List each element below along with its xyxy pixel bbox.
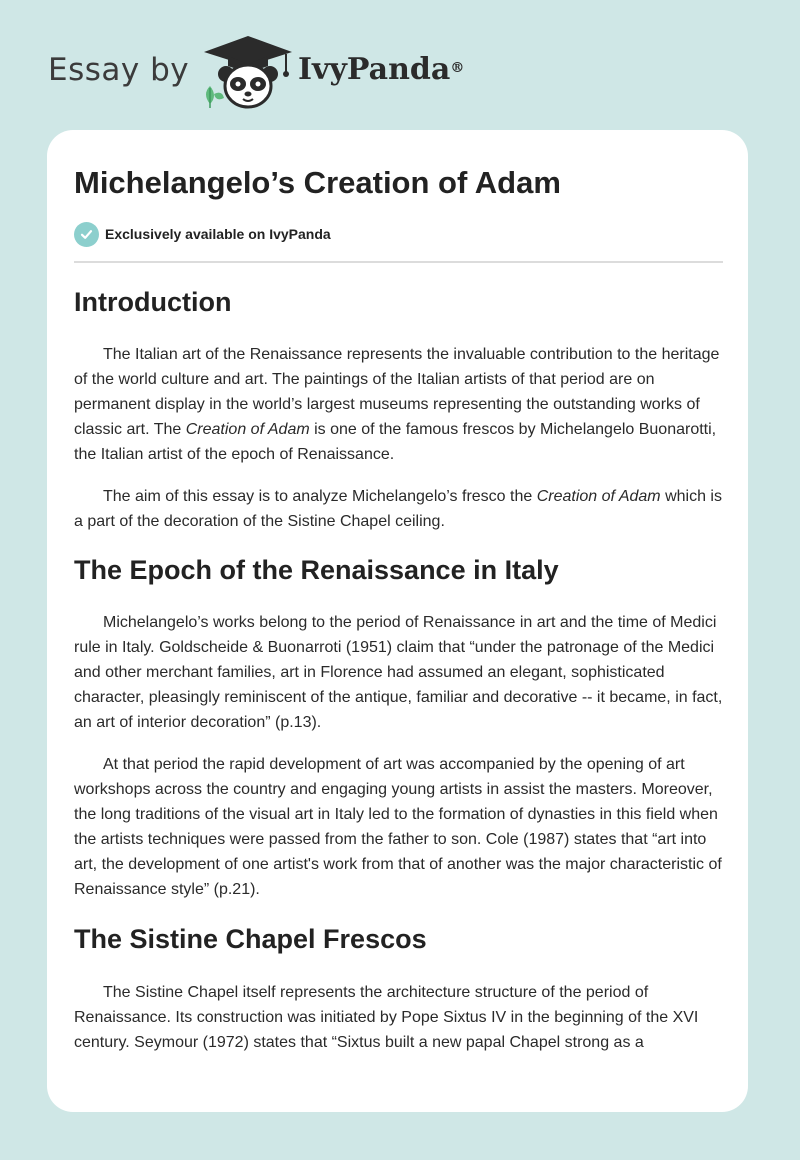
site-header — [0, 0, 800, 130]
exclusive-label: Exclusively available on IvyPanda — [105, 226, 331, 242]
paragraph-text: is one of the famous frescos by Michelangelo Buonarotti, the Italian artist of the epoch of Renaissance. — [74, 421, 717, 463]
section-heading-introduction: Introduction — [74, 287, 232, 317]
section-heading-epoch: The Epoch of the Renaissance in Italy — [74, 555, 559, 585]
essay-by-label: Essay by — [48, 52, 190, 88]
artwork-title: Creation of Adam — [185, 421, 310, 438]
section-heading-sistine: The Sistine Chapel Frescos — [74, 924, 427, 954]
exclusive-badge — [74, 221, 331, 247]
brand-text: IvyPanda — [298, 52, 451, 87]
page-title: Michelangelo’s Creation of Adam — [74, 165, 561, 200]
check-icon — [74, 222, 99, 247]
paragraph-text: which is a part of the decoration of the Sistine Chapel ceiling. — [74, 488, 722, 530]
paragraph-epoch-1: Michelangelo’s works belong to the period of Renaissance in art and the time of Medici rule in Italy. Goldscheide & Buonarroti (1951) claim that “under the patronage of the Medici and other merchant families, art in Florence had assumed an elegant, sophisticated character, pleasingly reminiscent of the antique, familiar and decorative -- it became, in fact, an art of interior decoration” (p.13). — [74, 614, 723, 731]
brand-name[interactable] — [298, 50, 464, 90]
registered-mark: ® — [450, 60, 465, 76]
paragraph-text: The Italian art of the Renaissance represents the invaluable contribution to the heritage of the world culture and art. The paintings of the Italian artists of that period are on permanent display in the world’s largest museums representing the outstanding works of classic art. The — [74, 346, 720, 438]
title-divider — [74, 261, 723, 263]
paragraph-text: The aim of this essay is to analyze Michelangelo’s fresco the — [103, 488, 537, 505]
essay-card — [47, 130, 748, 1112]
paragraph-intro-2 — [74, 484, 726, 534]
artwork-title: Creation of Adam — [536, 488, 661, 505]
paragraph-sistine-1: The Sistine Chapel itself represents the architecture structure of the period of Renaissance. Its construction was initiated by Pope Sixtus IV in the beginning of the XVI century. Seymour (1972) states that “Sixtus built a new papal Chapel strong as a — [74, 984, 699, 1051]
paragraph-epoch-2: At that period the rapid development of art was accompanied by the opening of art workshops across the country and engaging young artists in assist the masters. Moreover, the long traditions of the visual art in Italy led to the formation of dynasties in this field when the artists techniques were passed from the father to son. Cole (1987) states that “art into art, the development of one artist's work from that of another was the major characteristic of Renaissance style” (p.21). — [74, 756, 722, 898]
paragraph-intro-1 — [74, 342, 726, 467]
panda-logo-icon[interactable] — [200, 34, 296, 110]
